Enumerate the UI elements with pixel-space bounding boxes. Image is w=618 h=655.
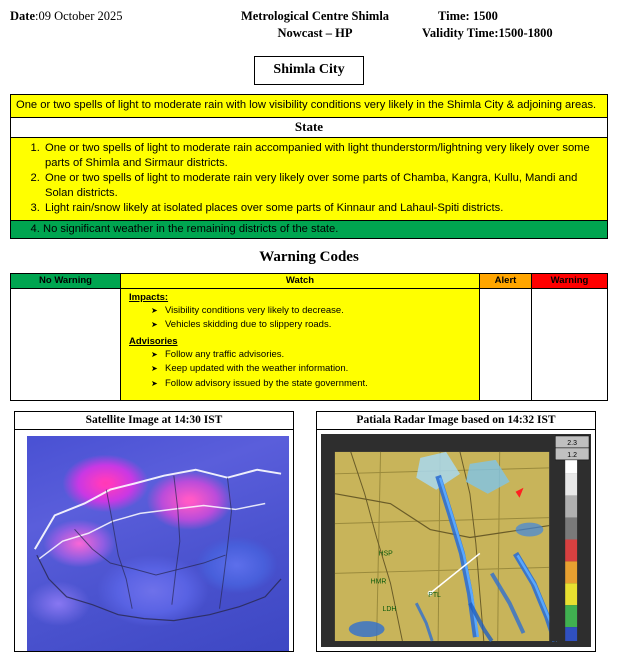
radar-plot (321, 434, 591, 647)
validity-time: Validity Time:1500-1800 (422, 25, 553, 40)
document-header (10, 8, 608, 42)
column-header-no-warning: No Warning (11, 273, 121, 288)
alert-cell (480, 288, 532, 400)
issue-time: Time: 1500 (438, 9, 498, 23)
imagery-row (10, 411, 608, 652)
warning-body-row (11, 288, 608, 400)
advisories-list (129, 348, 475, 391)
list-item: ➤ Follow advisory issued by the state government. (151, 377, 475, 391)
state-forecast-row (11, 137, 608, 220)
impacts-heading: Impacts: (129, 291, 169, 303)
date-label: Date (10, 9, 35, 23)
svg-text:HMR: HMR (370, 578, 387, 586)
column-header-alert: Alert (480, 273, 532, 288)
header-center-block (220, 8, 608, 42)
warning-header-row (11, 273, 608, 288)
list-item: 1. One or two spells of light to moderate rain accompanied with light thunderstorm/lightning very likely over some parts of Shimla and Sirmaur districts. (43, 141, 602, 171)
list-item: 3. Light rain/snow likely at isolated places over some parts of Kinnaur and Lahaul-Spiti districts. (43, 201, 602, 216)
list-item: ➤ Keep updated with the weather information. (151, 362, 475, 376)
svg-text:PTL: PTL (428, 592, 441, 600)
list-item: ➤ Vehicles skidding due to slippery roads. (151, 318, 475, 332)
city-name-box: Shimla City (254, 56, 363, 85)
header-date (10, 8, 220, 24)
list-item: ➤ Follow any traffic advisories. (151, 348, 475, 362)
svg-text:HSP: HSP (378, 550, 393, 558)
state-green-list (13, 223, 602, 235)
state-boundary-overlay (15, 430, 293, 650)
svg-text:LDH: LDH (382, 605, 397, 613)
city-forecast-row (11, 94, 608, 117)
column-header-warning: Warning (532, 273, 608, 288)
state-green-cell (11, 220, 608, 238)
watch-cell (121, 288, 480, 400)
city-box-wrap (10, 56, 608, 85)
state-green-row (11, 220, 608, 238)
list-item: 4. No significant weather in the remaining districts of the state. (43, 223, 602, 235)
satellite-image-block (14, 411, 294, 652)
centre-title: Metrological Centre Shimla (240, 9, 390, 23)
advisories-heading: Advisories (129, 336, 178, 348)
nowcast-label: Nowcast – HP (277, 25, 353, 40)
city-forecast-text: One or two spells of light to moderate rain with low visibility conditions very likely in the Shimla City & adjoining areas. (11, 94, 608, 117)
radar-canvas (321, 434, 591, 647)
forecast-table (10, 94, 608, 239)
warning-codes-title: Warning Codes (259, 248, 359, 265)
radar-image (316, 430, 596, 652)
radar-image-block (316, 411, 596, 652)
list-item: ➤ Visibility conditions very likely to decrease. (151, 304, 475, 318)
state-heading: State (11, 117, 608, 137)
svg-text:1.2: 1.2 (567, 451, 577, 459)
no-warning-cell (11, 288, 121, 400)
state-forecast-list (13, 141, 602, 216)
date-value: :09 October 2025 (35, 9, 123, 23)
satellite-caption: Satellite Image at 14:30 IST (14, 411, 294, 430)
state-heading-row (11, 117, 608, 137)
state-forecast-cell (11, 137, 608, 220)
warning-codes-table (10, 273, 608, 401)
warning-cell (532, 288, 608, 400)
list-item: 2. One or two spells of light to moderate rain very likely over some parts of Chamba, Kangra, Kullu, Mandi and Solan districts. (43, 171, 602, 201)
satellite-image (14, 430, 294, 652)
impacts-list (129, 304, 475, 333)
radar-caption: Patiala Radar Image based on 14:32 IST (316, 411, 596, 430)
column-header-watch: Watch (121, 273, 480, 288)
svg-text:2.3: 2.3 (567, 439, 577, 447)
